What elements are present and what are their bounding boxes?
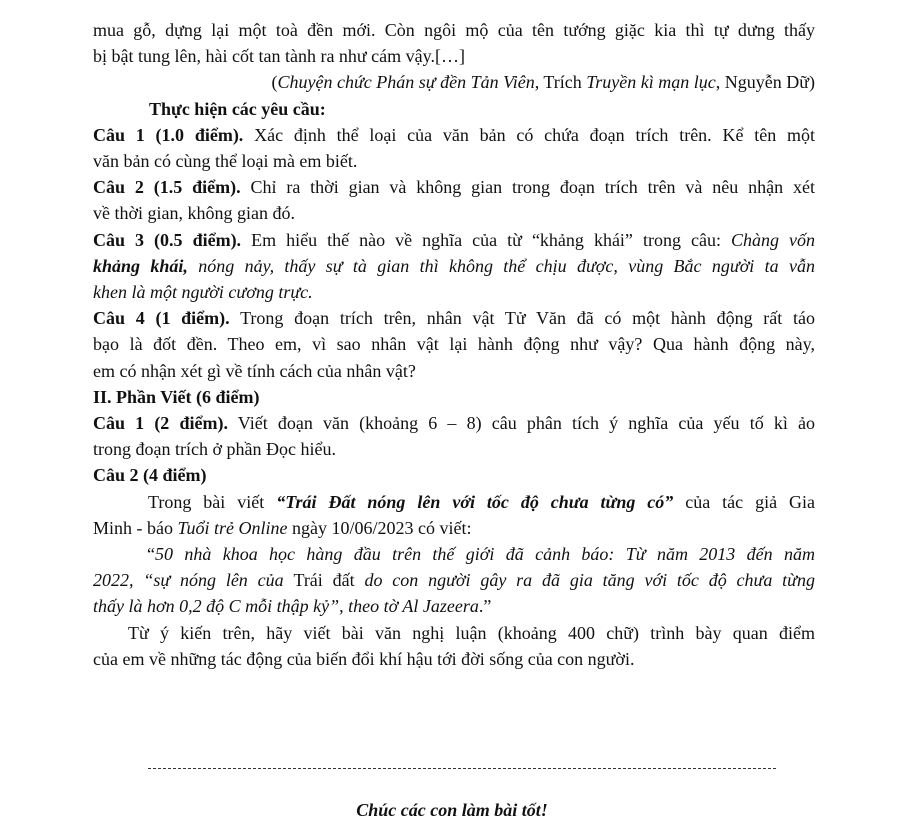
key-word: khảng khái, xyxy=(93,255,188,276)
book-title: Truyền kì mạn lục xyxy=(586,72,716,93)
writing-question-2-intro: Trong bài viết “Trái Đất nóng lên với tốc độ chưa từng có” của tác giả Gia Minh - báo Tuổi trẻ Online ngày 10/06/2023 có viết: xyxy=(93,491,816,538)
question-label: Câu 1 (1.0 điểm). xyxy=(93,124,244,145)
newspaper-name: Tuổi trẻ Online xyxy=(177,517,288,538)
question-label: Câu 1 (2 điểm). xyxy=(93,413,228,434)
story-title: Chuyện chức Phán sự đền Tản Viên xyxy=(277,72,535,93)
closing-message: Chúc các con làm bài tốt! xyxy=(356,800,548,820)
reading-question-1: Câu 1 (1.0 điểm). Xác định thể loại của văn bản có chứa đoạn trích trên. Kể tên một văn bản có cùng thể loại mà em biết. xyxy=(93,124,815,172)
exam-page xyxy=(93,0,815,672)
reading-question-4: Câu 4 (1 điểm). Trong đoạn trích trên, nhân vật Tử Văn đã có một hành động rất táo bạo là đốt đền. Theo em, vì sao nhân vật lại hành động như vậy? Qua hành động này, em có nhận xét gì về tính cách của nhân vật? xyxy=(93,308,815,381)
passage-line: bị bật tung lên, hài cốt tan tành ra như cám vậy.[…] xyxy=(93,46,465,67)
question-label: Câu 4 (1 điểm). xyxy=(93,308,230,329)
reading-question-2: Câu 2 (1.5 điểm). Chỉ ra thời gian và không gian trong đoạn trích trên và nêu nhận xét về thời gian, không gian đó. xyxy=(93,177,815,224)
writing-question-1: Câu 1 (2 điểm). Viết đoạn văn (khoảng 6 – 8) câu phân tích ý nghĩa của yếu tố kì ảo trong đoạn trích ở phần Đọc hiểu. xyxy=(93,413,815,460)
passage-excerpt xyxy=(93,17,815,69)
writing-question-2-label: Câu 2 (4 điểm) xyxy=(93,465,207,486)
article-title: “Trái Đất nóng lên với tốc độ chưa từng có” xyxy=(276,491,674,512)
writing-question-2-task: Từ ý kiến trên, hãy viết bài văn nghị luận (khoảng 400 chữ) trình bày quan điểm của em về những tác động của biến đổi khí hậu tới đời sống của con người. xyxy=(93,622,815,669)
dashed-divider xyxy=(148,768,776,769)
reading-question-3: Câu 3 (0.5 điểm). Em hiểu thế nào về nghĩa của từ “khảng khái” trong câu: Chàng vốn khảng khái, nóng nảy, thấy sự tà gian thì không thể chịu được, vùng Bắc người ta vẫn khen là một người cương trực. xyxy=(93,229,815,303)
writing-section-heading: II. Phần Viết (6 điểm) xyxy=(93,386,260,407)
question-label: Câu 2 (1.5 điểm). xyxy=(93,177,241,198)
passage-citation: (Chuyện chức Phán sự đền Tản Viên, Trích Truyền kì mạn lục, Nguyễn Dữ) xyxy=(271,72,815,93)
requirements-heading: Thực hiện các yêu cầu: xyxy=(149,98,326,119)
writing-question-2-quote: “50 nhà khoa học hàng đầu trên thế giới đã cảnh báo: Từ năm 2013 đến năm 2022, “sự nóng lên của Trái đất do con người gây ra đã gia tăng với tốc độ chưa từng thấy là hơn 0,2 độ C mỗi thập kỷ”, theo tờ Al Jazeera.” xyxy=(93,544,816,617)
question-label: Câu 3 (0.5 điểm). xyxy=(93,229,242,250)
passage-line: mua gỗ, dựng lại một toà đền mới. Còn ngôi mộ của tên tướng giặc kia thì tự dưng thấy xyxy=(93,20,815,40)
